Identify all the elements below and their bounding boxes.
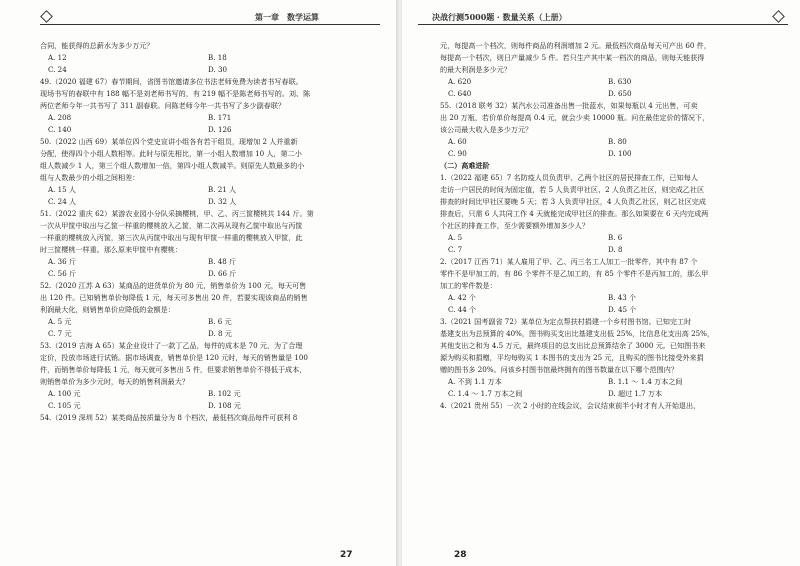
answer-options-row <box>40 268 380 280</box>
right-page <box>402 0 800 566</box>
answer-options-row <box>40 184 380 196</box>
answer-option: A. 100 元 <box>48 389 81 398</box>
answer-options-row <box>40 328 380 340</box>
text-line: 利润最大化，则销售单价应降低的金额是： <box>40 305 175 314</box>
right-page-header <box>418 8 788 26</box>
left-page-header <box>40 8 380 26</box>
answer-option: B. 6 <box>608 233 623 242</box>
answer-options-row <box>40 112 380 124</box>
text-line: 49.（2020 福建 67）春节期间，省图书馆邀请多位书法老师免费为读者书写春联。 <box>40 77 303 86</box>
text-line: 件，而销售单价每降低 1 元，每天就可多售出 5 件，但要求销售单价不得低于成本， <box>40 365 307 374</box>
answer-options-row <box>40 64 380 76</box>
text-line: 走访一户居民的时间为固定值，若 5 人负责甲社区、2 人负责乙社区，则完成乙社区 <box>440 185 705 194</box>
answer-option: C. 1.4 ～ 1.7 万本之间 <box>448 389 523 398</box>
answer-option: B. 1.1 ～ 1.4 万本之间 <box>608 377 683 386</box>
answer-option: A. 12 <box>48 53 67 62</box>
text-line: 1.（2022 福建 65）7 名防疫人员负责甲、乙两个社区的居民排查工作，已知每人 <box>440 173 698 182</box>
answer-options-row <box>440 376 780 388</box>
answer-option: C. 105 元 <box>48 401 81 410</box>
answer-option: D. 45 个 <box>608 305 637 314</box>
answer-option: D. 32 人 <box>208 197 237 206</box>
text-line: 53.（2019 吉海 A 65）某企业设计了一款丁乙品，每件的成本是 70 元，为了合理 <box>40 341 303 350</box>
left-page-body <box>40 40 380 424</box>
answer-option: A. 42 个 <box>448 293 477 302</box>
answer-option: B. 21 人 <box>208 185 237 194</box>
answer-options-row <box>440 232 780 244</box>
answer-options-row <box>40 52 380 64</box>
answer-option: C. 90 <box>448 149 467 158</box>
text-line: 基建支出为总预算的 40%，图书购买支出比基建支出低 25%，比信息化支出高 25%， <box>440 329 714 338</box>
header-diamond-icon <box>772 10 785 23</box>
answer-options-row <box>440 244 780 256</box>
answer-options-row <box>40 256 380 268</box>
answer-option: D. 30 <box>208 65 227 74</box>
answer-option: C. 640 <box>448 89 472 98</box>
answer-options-row <box>40 124 380 136</box>
answer-option: A. 620 <box>448 77 472 86</box>
text-line: 51.（2022 重庆 62）某游农业园小分队采摘樱桃，甲、乙、丙三筐樱桃共 144 斤。第 <box>40 209 314 218</box>
answer-option: A. 60 <box>448 137 467 146</box>
text-line: 源为购买和捐赠，平均每购买 1 本图书的支出为 25 元，且购买的图书比接受外来捐 <box>440 353 704 362</box>
answer-option: D. 126 <box>208 125 232 134</box>
answer-option: C. 24 <box>48 65 67 74</box>
answer-option: B. 102 元 <box>208 389 241 398</box>
right-page-body <box>440 40 780 412</box>
section-heading: （二）高难进阶 <box>440 161 490 170</box>
text-line: 则销售单价为多少元时，每天的销售利润最大？ <box>40 377 189 386</box>
right-page-number: 28 <box>454 550 467 560</box>
text-line: 赠的图书多 20%。问该乡村图书馆最终拥有的图书数量在以下哪个范围内？ <box>440 365 678 374</box>
text-line: 时三筐樱桃一样重。那么原来甲筐中有樱桃： <box>40 245 182 254</box>
answer-options-row <box>440 76 780 88</box>
text-line: 合同，能获得的总薪水为多少万元？ <box>40 41 154 50</box>
answer-option: A. 5 元 <box>48 317 72 326</box>
left-page-number: 27 <box>340 550 353 560</box>
answer-options-row <box>40 316 380 328</box>
text-line: 定价，投放市场进行试销。据市场调查，销售单价是 120 元时，每天的销售量是 100 <box>40 353 308 362</box>
text-line: 排查后，只需 6 人共同工作 4 天就能完成甲社区的排查。那么如果要在 6 天内完成两 <box>440 209 709 218</box>
text-line: 52.（2020 江苏 A 63）某商品的进货单价为 80 元，销售单价为 100 元，每天可售 <box>40 281 307 290</box>
answer-option: D. 650 <box>608 89 632 98</box>
answer-options-row <box>440 304 780 316</box>
answer-option: D. 超过 1.7 万本 <box>608 389 663 398</box>
text-line: 组人数减少 1 人，第三个组人数增加一倍，第四小组人数减半。则原先人数最多的小 <box>40 161 305 170</box>
answer-options-row <box>440 292 780 304</box>
answer-options-row <box>40 388 380 400</box>
answer-options-row <box>440 148 780 160</box>
answer-options-row <box>40 400 380 412</box>
answer-option: A. 15 人 <box>48 185 77 194</box>
answer-option: C. 7 <box>448 245 463 254</box>
answer-option: C. 24 人 <box>48 197 77 206</box>
text-line: 个社区的排查工作，至少需要额外增加多少人？ <box>440 221 589 230</box>
answer-option: B. 6 元 <box>208 317 232 326</box>
text-line: 3.（2021 国考副省 72）某单位为定点帮扶村捐建一个乡村图书馆。已知完工时 <box>440 317 692 326</box>
text-line: 加工的零件数是： <box>440 281 497 290</box>
text-line: 其他支出之和为 4.5 万元，最终项目的总支出比总预算结余了 3000 元。已知图书来 <box>440 341 706 350</box>
answer-options-row <box>440 388 780 400</box>
text-line: 一样重的樱桃放入丙筐，第三次从丙筐中取出与现有甲筐一样重的樱桃放入甲筐，此 <box>40 233 303 242</box>
answer-option: B. 18 <box>208 53 227 62</box>
answer-option: A. 36 斤 <box>48 257 77 266</box>
text-line: 两位老师今年一共书写了 311 副春联。问陈老师今年一共书写了多少副春联？ <box>40 101 286 110</box>
text-line: 排查的时间比甲社区要晚 5 天；若 3 人负责甲社区，4 人负责乙社区，则乙社区完成 <box>440 197 706 206</box>
text-line: 一次从甲筐中取出与乙筐一样重的樱桃放入乙筐，第二次再从现有乙筐中取出与丙筐 <box>40 221 303 230</box>
text-line: 54.（2019 深圳 52）某类商品按质量分为 8 个档次，最低档次商品每件可获利 8 <box>40 413 298 422</box>
text-line: 4.（2021 贵州 55）一次 2 小时的在线会议，会议结束前半小时才有人开始退出， <box>440 401 701 410</box>
answer-option: C. 140 <box>48 125 72 134</box>
answer-option: B. 43 个 <box>608 293 637 302</box>
answer-option: B. 80 <box>608 137 627 146</box>
text-line: 该公司最大收入是多少万元？ <box>440 125 533 134</box>
text-line: 55.（2018 联考 32）某汽水公司准备出售一批蓝水，如果每瓶以 4 元出售，可卖 <box>440 101 698 110</box>
text-line: 50.（2022 山西 69）某单位四个党史宣讲小组各有若干组员，现增加 2 人并重新 <box>40 137 298 146</box>
text-line: 元，每提高一个档次，则每件商品的利润增加 2 元。最低档次商品每天可产出 60 件， <box>440 41 711 50</box>
text-line: 组与人数最少的小组之间相差： <box>40 173 140 182</box>
answer-option: D. 108 元 <box>208 401 241 410</box>
text-line: 现场书写的春联中有 188 幅不是刘老师书写的，有 219 幅不是陈老师书写的。刘、陈 <box>40 89 311 98</box>
text-line: 零件不是甲加工的，有 86 个零件不是乙加工的，有 85 个零件不是丙加工的，那么甲 <box>440 269 709 278</box>
answer-options-row <box>440 136 780 148</box>
answer-options-row <box>440 88 780 100</box>
answer-option: B. 171 <box>208 113 232 122</box>
answer-option: A. 208 <box>48 113 72 122</box>
text-line: 出 120 件。已知销售单价每降低 1 元，每天可多售出 20 件，若要实现该商品的销售 <box>40 293 308 302</box>
answer-option: B. 630 <box>608 77 632 86</box>
answer-option: A. 5 <box>448 233 463 242</box>
answer-option: D. 8 <box>608 245 623 254</box>
answer-option: C. 7 元 <box>48 329 72 338</box>
answer-option: B. 48 斤 <box>208 257 237 266</box>
text-line: 2.（2017 江西 71）某人雇用了甲、乙、丙三名工人加工一批零件，其中有 87 个 <box>440 257 698 266</box>
header-rule <box>40 24 380 25</box>
left-page <box>0 0 398 566</box>
header-diamond-icon <box>40 10 53 23</box>
text-line: 每提高一个档次，则日产量减少 5 件。若只生产其中某一档次的商品，则每天能获得 <box>440 53 705 62</box>
text-line: 出 20 万瓶，若价单价每提高 0.4 元，就会少卖 10000 瓶。问在最佳定价的情况下， <box>440 113 710 122</box>
answer-option: C. 44 个 <box>448 305 477 314</box>
answer-option: C. 56 斤 <box>48 269 77 278</box>
answer-option: D. 66 斤 <box>208 269 237 278</box>
header-rule <box>418 24 788 25</box>
text-line: 的最大利润是多少元？ <box>440 65 511 74</box>
right-header-title: 决战行测5000题 · 数量关系（上册） <box>432 12 567 22</box>
left-header-title: 第一章 数学运算 <box>255 12 319 22</box>
answer-options-row <box>40 196 380 208</box>
answer-option: D. 100 <box>608 149 632 158</box>
answer-option: A. 不到 1.1 万本 <box>448 377 502 386</box>
answer-option: D. 8 元 <box>208 329 232 338</box>
text-line: 分配，使得四个小组人数相等。此时与原先相比，第一小组人数增加 10 人，第二小 <box>40 149 302 158</box>
